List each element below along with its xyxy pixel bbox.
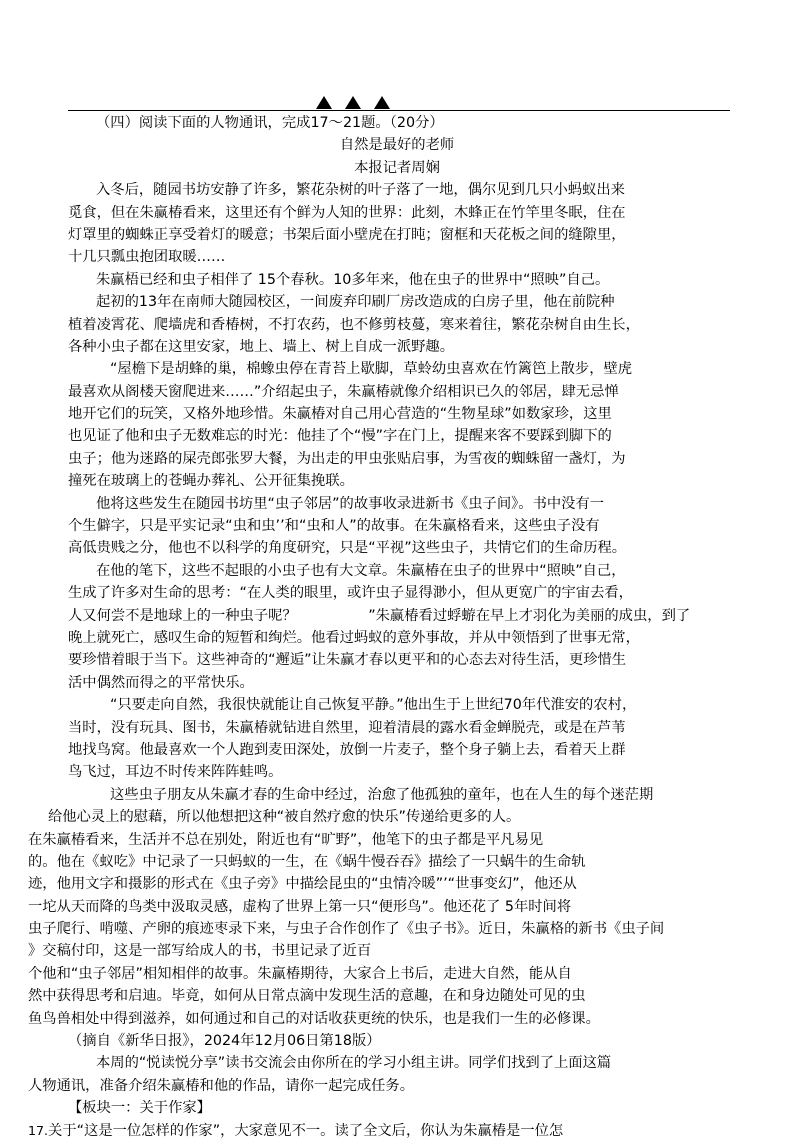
text-line: 迹，他用文字和摄影的形式在《虫子旁》中描绘昆虫的“虫情冷暖”’“世事变幻”，他还从 (28, 876, 577, 893)
text-line: 地开它们的玩笑，又格外地珍惜。朱赢椿对自己用心营造的“生物星球”如数家珍，这里 (68, 406, 612, 423)
text-line: 高低贵贱之分，他也不以科学的角度研究，只是“平视”这些虫子，共情它们的生命历程。 (68, 540, 627, 557)
text-line: 鱼鸟兽相处中得到滋养，如何通过和自己的对话收获更统的快乐，也是我们一生的必修课。 (28, 1010, 600, 1027)
section-label: （四）阅读下面的人物通讯，完成17～21题。（20分） (96, 115, 444, 131)
triangle-divider (0, 96, 794, 112)
text-line: 的。他在《蚁吃》中记录了一只蚂蚁的一生，在《蜗牛慢吞吞》描绘了一只蜗牛的生命轨 (28, 853, 586, 870)
question-number: 17. (28, 1122, 49, 1138)
question-text: 关于“这是一位怎样的作家”，大家意见不一。读了全文后，你认为朱赢椿是一位怎 (48, 1122, 564, 1139)
article-body (0, 179, 794, 1030)
text-line: 也见证了他和虫子无数难忘的时光：他挂了个“慢”字在门上，提醒来客不要踩到脚下的 (68, 428, 612, 445)
text-line: 在朱赢椿看来，生活并不总在别处，附近也有“旷野”，他笔下的虫子都是平凡易见 (28, 831, 544, 848)
text-line: 虫子；他为迷路的屎壳郎张罗大餐，为出走的甲虫张贴启事，为雪夜的蜘蛛留一盏灯，为 (68, 450, 626, 467)
source-note: （摘自《新华日报》，2024年12月06日第18版） (68, 1033, 381, 1050)
triangle-icon (345, 96, 361, 109)
text-line: 朱赢梧已经和虫子相伴了 15个春秋。10多年来，他在虫子的世界中“照映”自己。 (96, 271, 610, 288)
article-byline: 本报记者周娴 (354, 159, 440, 176)
document-content (0, 112, 794, 1142)
text-line: 鸟飞过，耳边不时传来阵阵蛙鸣。 (68, 764, 283, 781)
text-line: 人又何尝不是地球上的一种虫子呢？ ”朱赢椿看过蜉蝣在早上才羽化为美丽的成虫，到了 (68, 607, 691, 624)
task-instruction (0, 1052, 794, 1097)
text-line: 这些虫子朋友从朱赢才春的生命中经过，治愈了他孤独的童年，也在人生的每个迷茫期 (110, 786, 654, 803)
text-line: 本周的“悦读悦分享”读书交流会由你所在的学习小组主讲。同学们找到了上面这篇 (96, 1055, 612, 1072)
text-line: 人物通讯，准备介绍朱赢椿和他的作品，请你一起完成任务。 (28, 1077, 415, 1094)
text-line: 灯罩里的蜘蛛正享受着灯的暖意；书架后面小壁虎在打盹；窗框和天花板之间的缝隙里， (68, 226, 626, 243)
text-line: “屋檐下是胡蜂的巢，棉蟓虫停在青苔上歇脚，草蛉幼虫喜欢在竹篱笆上散步，壁虎 (110, 361, 633, 378)
triangle-icon (374, 96, 390, 109)
text-line: 个他和“虫子邻居”相知相伴的故事。朱赢椿期待，大家合上书后，走进大自然，能从自 (28, 965, 572, 982)
text-line: 一坨从天而降的鸟类中汲取灵感，虚构了世界上第一只“便形鸟”。他还花了 5年时间将 (28, 898, 572, 915)
text-line: 虫子爬行、啃噬、产卵的痕迹枣录下来，与虫子合作创作了《虫子书》。近日，朱赢格的新书《虫子间 (28, 921, 665, 938)
text-line: 晚上就死亡，感叹生命的短暂和绚烂。他看过蚂蚁的意外事故，并从中领悟到了世事无常， (68, 629, 640, 646)
text-line: 地找鸟窝。他最喜欢一个人跑到麦田深处，放倒一片麦子，整个身子躺上去，看着天上群 (68, 741, 626, 758)
text-line: 个生僻字，只是平实记录“虫和虫’’和“虫和人”的故事。在朱赢格看来，这些虫子没有 (68, 518, 600, 535)
text-line: 他将这些发生在随园书坊里“虫子邻居”的故事收录进新书《虫子间》。书中没有一 (96, 495, 605, 512)
text-line: 起初的13年在南师大随园校区，一间废弃印刷厂房改造成的白房子里，他在前院种 (96, 294, 615, 311)
text-line: 给他心灵上的慰藉，所以他想把这种“被自然疗愈的快乐”传递给更多的人。 (48, 809, 521, 826)
text-line: 生成了许多对生命的思考：“在人类的眼里，或许虫子显得渺小，但从更宽广的宇宙去看， (68, 585, 633, 602)
text-line: 撞死在玻璃上的苍蝇办葬礼、公开征集挽联。 (68, 473, 354, 490)
horizontal-rule (68, 110, 730, 111)
article-title: 自然是最好的老师 (339, 137, 455, 154)
module-heading: 【板块一：关于作家】 (68, 1100, 211, 1117)
text-line: 活中偶然而得之的平常快乐。 (68, 674, 254, 691)
text-line: 最喜欢从阁楼天窗爬进来……”介绍起虫子，朱赢椿就像介绍相识已久的邻居，肆无忌惮 (68, 383, 619, 400)
text-line: 当时，没有玩具、图书，朱赢椿就钻进自然里，迎着清晨的露水看金蝉脱壳，或是在芦苇 (68, 719, 626, 736)
text-line: “只要走向自然，我很快就能让自己恢复平静。”他出生于上世纪70年代淮安的农村， (110, 697, 637, 714)
text-line: 要珍惜着眼于当下。这些神奇的“邂逅”让朱赢才春以更平和的心态去对待生活，更珍惜生 (68, 652, 627, 669)
triangle-group (316, 96, 390, 109)
triangle-icon (316, 96, 332, 109)
text-line: 然中获得思考和启迪。毕竟，如何从日常点滴中发现生活的意趣，在和身边随处可见的虫 (28, 988, 586, 1005)
text-line: 入冬后，随园书坊安静了许多，繁花杂树的叶子落了一地，偶尔见到几只小蚂蚁出来 (96, 182, 625, 199)
text-line: 植着凌霄花、爬墙虎和香椿树，不打农药，也不修剪枝蔓，寒来着往，繁花杂树自由生长， (68, 316, 640, 333)
text-line: 》交稿付印，这是一部写给成人的书，书里记录了近百 (28, 943, 372, 960)
text-line: 十几只瓢虫抱团取暖…… (68, 249, 226, 266)
text-line: 各种小虫子都在这里安家，地上、墙上、树上自成一派野趣。 (68, 338, 455, 355)
text-line: 在他的笔下，这些不起眼的小虫子也有大文章。朱赢椿在虫子的世界中“照映”自己， (96, 562, 626, 579)
text-line: 觅食，但在朱赢椿看来，这里还有个鲜为人知的世界：此刻，木蜂正在竹竿里冬眠，住在 (68, 204, 626, 221)
